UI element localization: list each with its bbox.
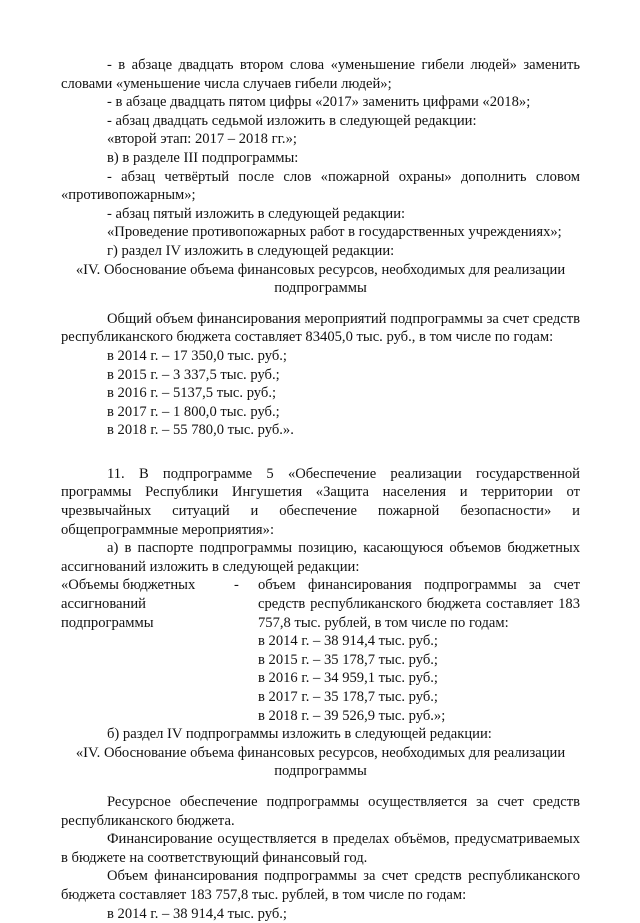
paragraph: - в абзаце двадцать пятом цифры «2017» заменить цифрами «2018»; — [107, 94, 531, 111]
paragraph: «Проведение противопожарных работ в государственных учреждениях»; — [107, 224, 562, 241]
section-heading: «IV. Обоснование объема финансовых ресурсов, необходимых для реализации — [75, 744, 566, 761]
year-line: в 2018 г. – 55 780,0 тыс. руб.». — [107, 422, 294, 439]
year-line: в 2014 г. – 38 914,4 тыс. руб.; — [107, 905, 287, 922]
paragraph: в) в разделе III подпрограммы: — [107, 149, 299, 166]
section-heading: «IV. Обоснование объема финансовых ресурсов, необходимых для реализации — [75, 261, 566, 278]
section-heading: подпрограммы — [274, 280, 367, 297]
paragraph: 11. В подпрограмме 5 «Обеспечение реализации государственной программы Республики Ингушетия «Защита населения и территории от чрезвычайных ситуаций и обеспечение пожарной безопасности» и общепрограммные мероприятия»: — [61, 465, 580, 538]
year-line: в 2017 г. – 35 178,7 тыс. руб.; — [258, 689, 438, 705]
passport-label: «Объемы бюджетных ассигнований подпрограммы — [61, 577, 196, 631]
paragraph: - абзац пятый изложить в следующей редакции: — [107, 205, 406, 222]
paragraph: Объем финансирования подпрограммы за счет средств республиканского бюджета составляет 183 757,8 тыс. рублей, в том числе по годам: — [61, 868, 580, 903]
year-line: в 2018 г. – 39 526,9 тыс. руб.»; — [258, 707, 446, 724]
year-line: в 2017 г. – 1 800,0 тыс. руб.; — [107, 403, 280, 420]
year-line: в 2016 г. – 5137,5 тыс. руб.; — [107, 385, 277, 402]
paragraph: - в абзаце двадцать втором слова «уменьшение гибели людей» заменить словами «уменьшение числа случаев гибели людей»; — [61, 57, 580, 92]
year-line: в 2016 г. – 34 959,1 тыс. руб.; — [258, 670, 438, 687]
paragraph: г) раздел IV изложить в следующей редакции: — [107, 242, 395, 259]
document-body — [61, 56, 580, 923]
year-line: в 2014 г. – 38 914,4 тыс. руб.; — [258, 633, 438, 650]
paragraph: - абзац четвёртый после слов «пожарной охраны» дополнить словом «противопожарным»; — [61, 168, 580, 204]
passport-dash: - — [234, 577, 239, 594]
paragraph: б) раздел IV подпрограммы изложить в следующей редакции: — [107, 726, 492, 743]
year-line: в 2015 г. – 35 178,7 тыс. руб.; — [258, 651, 438, 668]
passport-row — [61, 576, 580, 725]
section-heading: подпрограммы — [274, 763, 367, 780]
paragraph: а) в паспорте подпрограммы позицию, касающуюся объемов бюджетных ассигнований изложить в следующей редакции: — [61, 540, 580, 575]
paragraph: Ресурсное обеспечение подпрограммы осуществляется за счет средств республиканского бюджета. — [61, 793, 580, 829]
paragraph: «второй этап: 2017 – 2018 гг.»; — [107, 131, 297, 148]
year-line: в 2015 г. – 3 337,5 тыс. руб.; — [107, 366, 280, 383]
paragraph: Финансирование осуществляется в пределах объёмов, предусматриваемых в бюджете на соответствующий финансовый год. — [61, 831, 580, 866]
year-line: в 2014 г. – 17 350,0 тыс. руб.; — [107, 347, 287, 364]
paragraph: - абзац двадцать седьмой изложить в следующей редакции: — [107, 112, 477, 129]
passport-text-block — [258, 576, 580, 725]
passport-text: объем финансирования подпрограммы за счет средств республиканского бюджета составляет 183 757,8 тыс. рублей, в том числе по годам: — [258, 577, 580, 631]
paragraph: Общий объем финансирования мероприятий подпрограммы за счет средств республиканского бюджета составляет 83405,0 тыс. руб., в том числе по годам: — [61, 310, 580, 346]
